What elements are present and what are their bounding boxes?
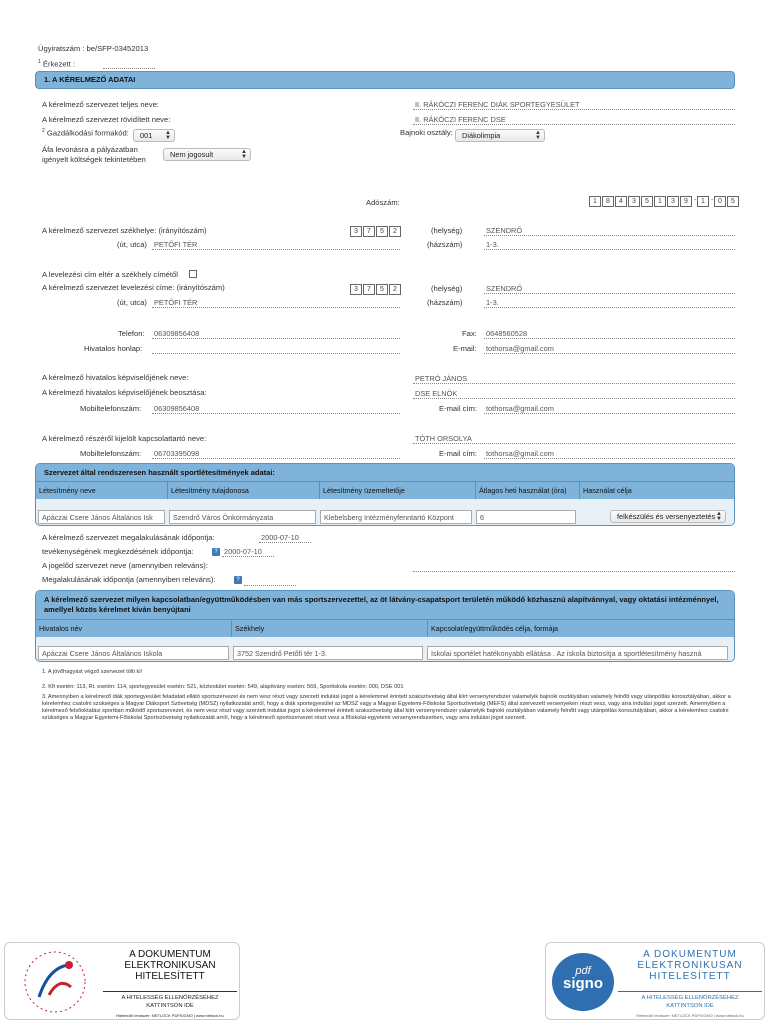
digit-box[interactable]: 5: [376, 226, 388, 237]
digit-box[interactable]: 3: [350, 226, 362, 237]
liaison-email-label: E-mail cím:: [439, 449, 477, 458]
facility-owner-cell[interactable]: Szendrő Város Önkormányzata: [169, 510, 316, 524]
digit-box[interactable]: 2: [389, 226, 401, 237]
facilities-col-owner: Létesítmény tulajdonosa: [168, 482, 320, 499]
pred-founded-label: Megalakulásának időpontja (amennyiben releváns):: [42, 575, 216, 584]
partner-purpose-cell[interactable]: Iskolai sportélet hatékonyabb ellátása . Az iskola biztosítja a sportlétesítmény haszná: [427, 646, 728, 660]
pdfsigno-logo: pdf signo: [552, 953, 614, 1011]
digit-box[interactable]: 5: [641, 196, 653, 207]
handball-federation-logo: [9, 947, 101, 1017]
liaison-mobile-field[interactable]: 06703395098: [152, 448, 400, 459]
stamp-right-line3: HITELESÍTETT: [649, 971, 731, 982]
rep-name-field[interactable]: PETRÓ JÁNOS: [413, 373, 735, 384]
founded-label: A kérelmező szervezet megalakulásának időpontja:: [42, 533, 215, 542]
erkezett-field[interactable]: [103, 58, 155, 69]
mail-ut-label: (út, utca): [117, 298, 147, 307]
mail-helyseg-label: (helység): [431, 284, 463, 293]
seat-hazszam-label: (házszám): [427, 240, 463, 249]
separator: -: [693, 197, 697, 204]
digit-box[interactable]: 0: [714, 196, 726, 207]
partner-name-cell[interactable]: Apáczai Csere János Általános Iskola: [38, 646, 229, 660]
gazd-label: $^2$ Gazdálkodási formakód:: [42, 128, 129, 138]
rep-email-label: E-mail cím:: [439, 404, 477, 413]
mail-ut-field[interactable]: PETŐFI TÉR: [152, 297, 400, 308]
facility-purpose-select[interactable]: felkészülés és versenyeztetés ▲ ▼: [610, 510, 726, 523]
facilities-col-purpose: Használat célja: [583, 486, 632, 495]
seat-helyseg-label: (helység): [431, 226, 463, 235]
founded-field[interactable]: 2000-07-10: [259, 532, 311, 543]
stamp-left-line3: HITELESÍTETT: [135, 971, 205, 982]
digit-box[interactable]: 9: [680, 196, 692, 207]
adoszam-field[interactable]: [589, 196, 740, 207]
partners-header: [36, 619, 734, 637]
help-icon[interactable]: ?: [234, 576, 242, 584]
pred-founded-field[interactable]: [244, 575, 296, 586]
stamp-left-line1: A DOKUMENTUM: [129, 949, 211, 960]
seat-zip-field[interactable]: [350, 226, 402, 237]
afa-label-1: Áfa levonásra a pályázatban: [42, 145, 138, 154]
short-name-field[interactable]: II. RÁKÓCZI FERENC DSE: [413, 114, 735, 125]
rep-name-label: A kérelmező hivatalos képviselőjének neve:: [42, 373, 189, 382]
mail-hazszam-field[interactable]: 1-3.: [484, 297, 735, 308]
seat-hazszam-field[interactable]: 1-3.: [484, 239, 735, 250]
partner-seat-cell[interactable]: 3752 Szendrő Petőfi tér 1-3.: [233, 646, 423, 660]
partners-col-purpose: Kapcsolat/együttműködés célja, formája: [431, 624, 559, 633]
stamp-right-line2: ELEKTRONIKUSAN: [637, 960, 743, 971]
stamp-right-line1: A DOKUMENTUM: [643, 949, 737, 960]
updown-icon: ▲ ▼: [241, 149, 247, 160]
mail-zip-field[interactable]: [350, 284, 402, 295]
short-name-label: A kérelmező szervezet rövidített neve:: [42, 115, 171, 124]
footnote-1: 1. A jövőhagyást végző szervezet tölti ki!: [42, 669, 143, 675]
mail-helyseg-field[interactable]: SZENDRŐ: [484, 283, 735, 294]
updown-icon: ▲ ▼: [165, 130, 171, 141]
digit-box[interactable]: 7: [363, 284, 375, 295]
mail-label: A kérelmező szervezet levelezési címe: (irányítószám): [42, 283, 225, 292]
seat-ut-label: (út, utca): [117, 240, 147, 249]
email-field[interactable]: tothorsa@gmail.com: [484, 343, 735, 354]
liaison-name-field[interactable]: TÓTH ORSOLYA: [413, 433, 735, 444]
digit-box[interactable]: 3: [667, 196, 679, 207]
afa-label-2: igényelt költségek tekintetében: [42, 155, 146, 164]
updown-icon: ▲ ▼: [535, 130, 541, 141]
facilities-title: Szervezet által rendszeresen használt sportlétesítmények adatai:: [36, 464, 734, 481]
footnote-2: 2. Kft esetén: 113, Rt. esetén: 114, sportegyesület esetén: 521, köztestület esetén: 549, alapítvány esetén: 569, Sportiskola esetén: 000, DSE 001: [42, 684, 404, 690]
table-row: [36, 507, 734, 527]
digit-box[interactable]: 1: [654, 196, 666, 207]
section-1-title: 1. A KÉRELMEZŐ ADATAI: [35, 71, 735, 89]
activity-label: tevékenységének megkezdésének időpontja:: [42, 547, 194, 556]
email-label: E-mail:: [453, 344, 477, 353]
updown-icon: ▲ ▼: [716, 511, 722, 522]
digit-box[interactable]: 5: [376, 284, 388, 295]
liaison-mobile-label: Mobiltelefonszám:: [80, 449, 142, 458]
digit-box[interactable]: 7: [363, 226, 375, 237]
web-label: Hivatalos honlap:: [84, 344, 143, 353]
phone-field[interactable]: 06309856408: [152, 328, 400, 339]
stamp-right-small: Hitelesítő rendszer: NETLOCK PDFSIGNO | www.netlock.hu: [636, 1013, 744, 1018]
separator: -: [710, 197, 714, 204]
facilities-col-name: Létesítmény neve: [36, 482, 168, 499]
seat-helyseg-field[interactable]: SZENDRŐ: [484, 225, 735, 236]
rep-role-field[interactable]: DSE ELNÖK: [413, 388, 735, 399]
seat-ut-field[interactable]: PETŐFI TÉR: [152, 239, 400, 250]
rep-email-field[interactable]: tothorsa@gmail.com: [484, 403, 735, 414]
adoszam-label: Adószám:: [366, 198, 400, 207]
table-row: [36, 643, 734, 663]
fax-label: Fax:: [462, 329, 477, 338]
mail-differs-checkbox[interactable]: [189, 270, 197, 278]
full-name-field[interactable]: II. RÁKÓCZI FERENC DIÁK SPORTEGYESÜLET: [413, 99, 735, 110]
partners-panel: [35, 590, 735, 662]
activity-field[interactable]: 2000-07-10: [222, 546, 274, 557]
stamp-left-line4: A HITELESSÉG ELLENŐRZÉSÉHEZ: [121, 995, 219, 1001]
stamp-left-line2: ELEKTRONIKUSAN: [124, 960, 216, 971]
stamp-right-line4: A HITELESSÉG ELLENŐRZÉSÉHEZ: [641, 995, 739, 1001]
rep-role-label: A kérelmező hivatalos képviselőjének beosztása:: [42, 388, 207, 397]
facilities-col-hours: Átlagos heti használat (óra): [476, 482, 580, 499]
digit-box[interactable]: 2: [389, 284, 401, 295]
partners-col-seat: Székhely: [232, 620, 428, 637]
predecessor-label: A jogelőd szervezet neve (amennyiben releváns):: [42, 561, 208, 570]
stamp-right-line5: KATTINTSON IDE: [666, 1003, 714, 1009]
liaison-name-label: A kérelmező részéről kijelölt kapcsolattartó neve:: [42, 434, 207, 443]
facilities-header: [36, 481, 734, 499]
digit-box[interactable]: 1: [589, 196, 601, 207]
stamp-left-line5: KATTINTSON IDE: [146, 1003, 194, 1009]
phone-label: Telefon:: [118, 329, 145, 338]
partners-col-name: Hivatalos név: [36, 620, 232, 637]
help-icon[interactable]: ?: [212, 548, 220, 556]
ugyiratszam: Ügyiratszám : be/SFP-03452013: [38, 44, 149, 53]
seat-label: A kérelmező szervezet székhelye: (irányítószám): [42, 226, 207, 235]
fax-field[interactable]: 0648560528: [484, 328, 735, 339]
facility-operator-cell[interactable]: Klebelsberg Intézményfenntartó Központ: [320, 510, 472, 524]
facility-name-cell[interactable]: Apáczai Csere János Általános Isk: [38, 510, 165, 524]
rep-mobile-label: Mobiltelefonszám:: [80, 404, 142, 413]
bajnoki-label: Bajnoki osztály:: [400, 128, 453, 137]
auth-stamp-right[interactable]: [545, 942, 765, 1020]
footnote-3: 3. Amennyiben a kérelmező diák sportegyesület feladatait ellátó sportszervezet és nem vesz részt vagy szerzett indulási jogot a kérelemmel érintett szakszövetség által kiírt versenyrendszer valamelyik bajnoki osztályában valamely felnőtt vagy utánpótlás korosztályában, akkor a kérelemhez csatolni szükséges a Magyar Diáksport Szövetség (MDSZ) nyilatkozatát arról, hogy a diák sportegyesület az MDSZ vagy a Magyar Egyetemi-Főiskolai Sportszövetség (MEFS) által szervezett versenyeken részt vesz, vagy arra indulási jogot szerzett. Amennyiben a kérelmező felsőoktatási sportban működő sportszervezet, és nem vesz részt vagy szerzett indulási jogot a kérelemmel érintett szakszövetség által kiírt versenyrendszer valamelyik bajnoki osztályában valamely felnőtt vagy utánpótlás korosztályában, akkor a kérelemhez csatolni szükséges a Magyar Egyetemi-Főiskolai Sportszövetség nyilatkozatát arról, hogy a kérelmező sportszervezet részt vesz a főiskolai-egyetemi versenyrendszerben, vagy arra indulási jogot szerzett.: [42, 694, 731, 721]
mail-differs-label: A levelezési cím eltér a székhely címétől: [42, 270, 178, 279]
facilities-panel: [35, 463, 735, 526]
full-name-label: A kérelmező szervezet teljes neve:: [42, 100, 159, 109]
rep-mobile-field[interactable]: 06309856408: [152, 403, 400, 414]
mail-hazszam-label: (házszám): [427, 298, 463, 307]
stamp-left-small: Hitelesítő rendszer: NETLOCK PDFSIGNO | www.netlock.hu: [116, 1013, 224, 1018]
digit-box[interactable]: 4: [615, 196, 627, 207]
partners-title: A kérelmező szervezet milyen kapcsolatban/együttműködésben van más sportszervezettel, az öt látvány-csapatsport területén működő közhasznú alapítvánnyal, vagy oktatási intézménnyel, amellyel közös kérelmet kíván benyújtani: [36, 591, 734, 619]
digit-box[interactable]: 3: [628, 196, 640, 207]
digit-box[interactable]: 5: [727, 196, 739, 207]
gazd-select[interactable]: 001 ▲ ▼: [133, 129, 175, 142]
digit-box[interactable]: 1: [697, 196, 709, 207]
web-field[interactable]: [152, 343, 400, 354]
facility-hours-cell[interactable]: 6: [476, 510, 576, 524]
afa-select[interactable]: Nem jogosult ▲ ▼: [163, 148, 251, 161]
erkezett-label: $^1$ Érkezett :: [38, 59, 75, 69]
liaison-email-field[interactable]: tothorsa@gmail.com: [484, 448, 735, 459]
digit-box[interactable]: 8: [602, 196, 614, 207]
bajnoki-select[interactable]: Diákolimpia ▲ ▼: [455, 129, 545, 142]
predecessor-field[interactable]: [413, 561, 735, 572]
auth-stamp-left[interactable]: [4, 942, 240, 1020]
facilities-col-operator: Létesítmény üzemeltetője: [320, 482, 476, 499]
digit-box[interactable]: 3: [350, 284, 362, 295]
